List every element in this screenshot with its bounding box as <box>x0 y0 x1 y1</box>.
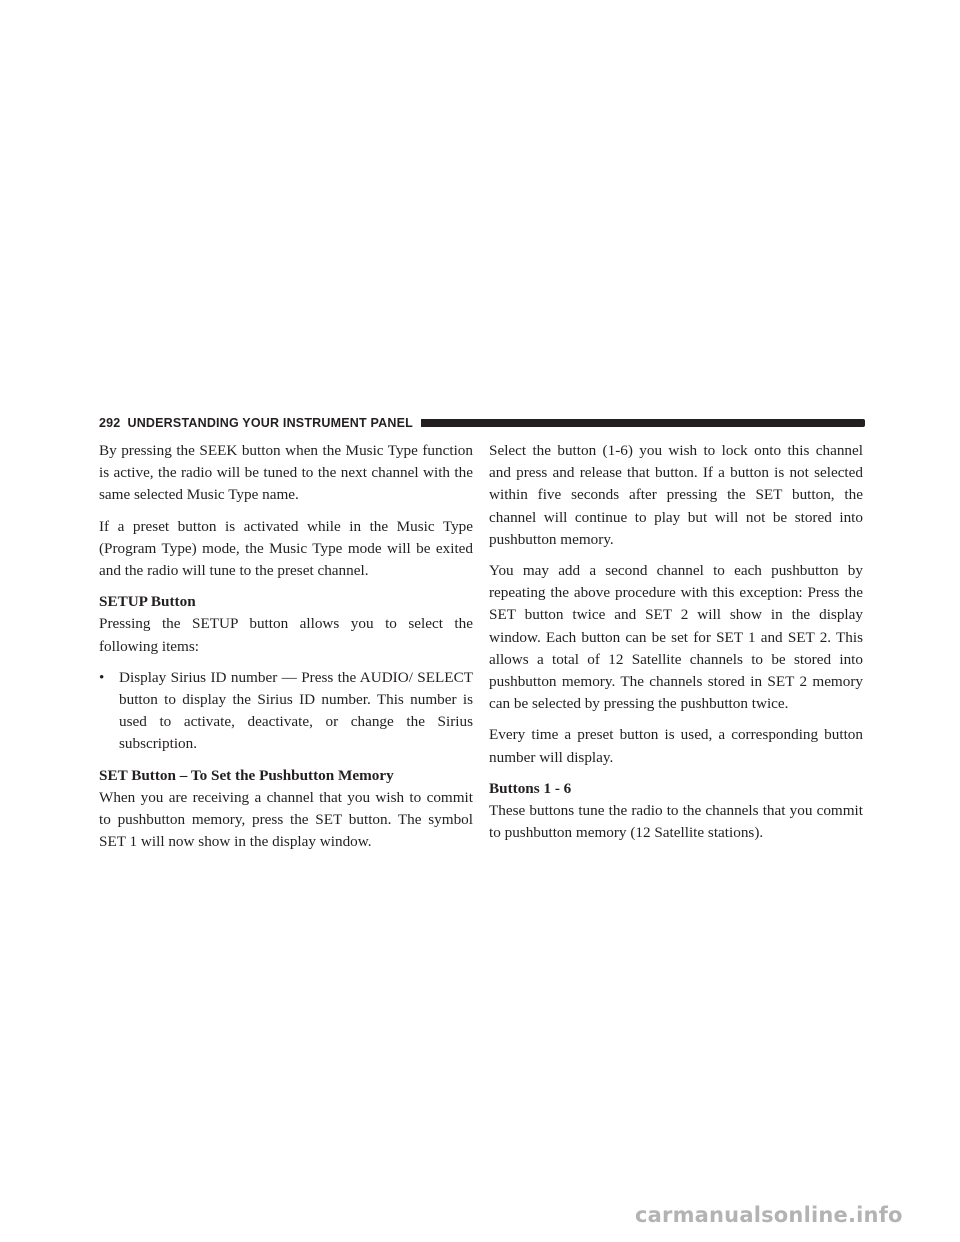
heading-setup-button: SETUP Button <box>99 593 196 611</box>
bullet-icon: • <box>99 668 105 686</box>
watermark: carmanualsonline.info <box>635 1203 903 1227</box>
paragraph-preset-music-type: If a preset button is activated while in the Music Type (Program Type) mode, the Music Type mode will be exited and the radio will tune to the preset channel. <box>99 517 473 580</box>
page-number: 292 <box>99 416 121 430</box>
paragraph-preset-display: Every time a preset button is used, a corresponding button number will display. <box>489 726 863 766</box>
page-header <box>99 415 865 431</box>
heading-buttons-1-6: Buttons 1 - 6 <box>489 779 572 797</box>
header-rule <box>421 419 865 427</box>
heading-set-button: SET Button – To Set the Pushbutton Memory <box>99 766 394 784</box>
paragraph-setup-button: Pressing the SETUP button allows you to select the following items: <box>99 615 473 655</box>
bullet-text-sirius-id: Display Sirius ID number — Press the AUDIO/ SELECT button to display the Sirius ID number. This number is used to activate, deactivate, or change the Sirius subscription. <box>119 668 473 753</box>
paragraph-second-channel: You may add a second channel to each pushbutton by repeating the above procedure with this exception: Press the SET button twice and SET 2 will show in the display window. Each button can be set for SET 1 and SET 2. This allows a total of 12 Satellite channels to be stored into pushbutton memory. The channels stored in SET 2 memory can be selected by pressing the pushbutton twice. <box>489 562 863 713</box>
paragraph-buttons-1-6: These buttons tune the radio to the channels that you commit to pushbutton memory (12 Satellite stations). <box>489 802 863 842</box>
section-title: UNDERSTANDING YOUR INSTRUMENT PANEL <box>127 416 413 430</box>
right-column <box>489 440 863 844</box>
left-column <box>99 440 473 853</box>
paragraph-set-button: When you are receiving a channel that you wish to commit to pushbutton memory, press the SET button. The symbol SET 1 will now show in the display window. <box>99 788 473 851</box>
list-item <box>99 667 473 756</box>
paragraph-select-button: Select the button (1-6) you wish to lock onto this channel and press and release that button. If a button is not selected within five seconds after pressing the SET button, the channel will continue to play but will not be stored into pushbutton memory. <box>489 442 863 548</box>
paragraph-seek-music-type: By pressing the SEEK button when the Music Type function is active, the radio will be tuned to the next channel with the same selected Music Type name. <box>99 442 473 504</box>
